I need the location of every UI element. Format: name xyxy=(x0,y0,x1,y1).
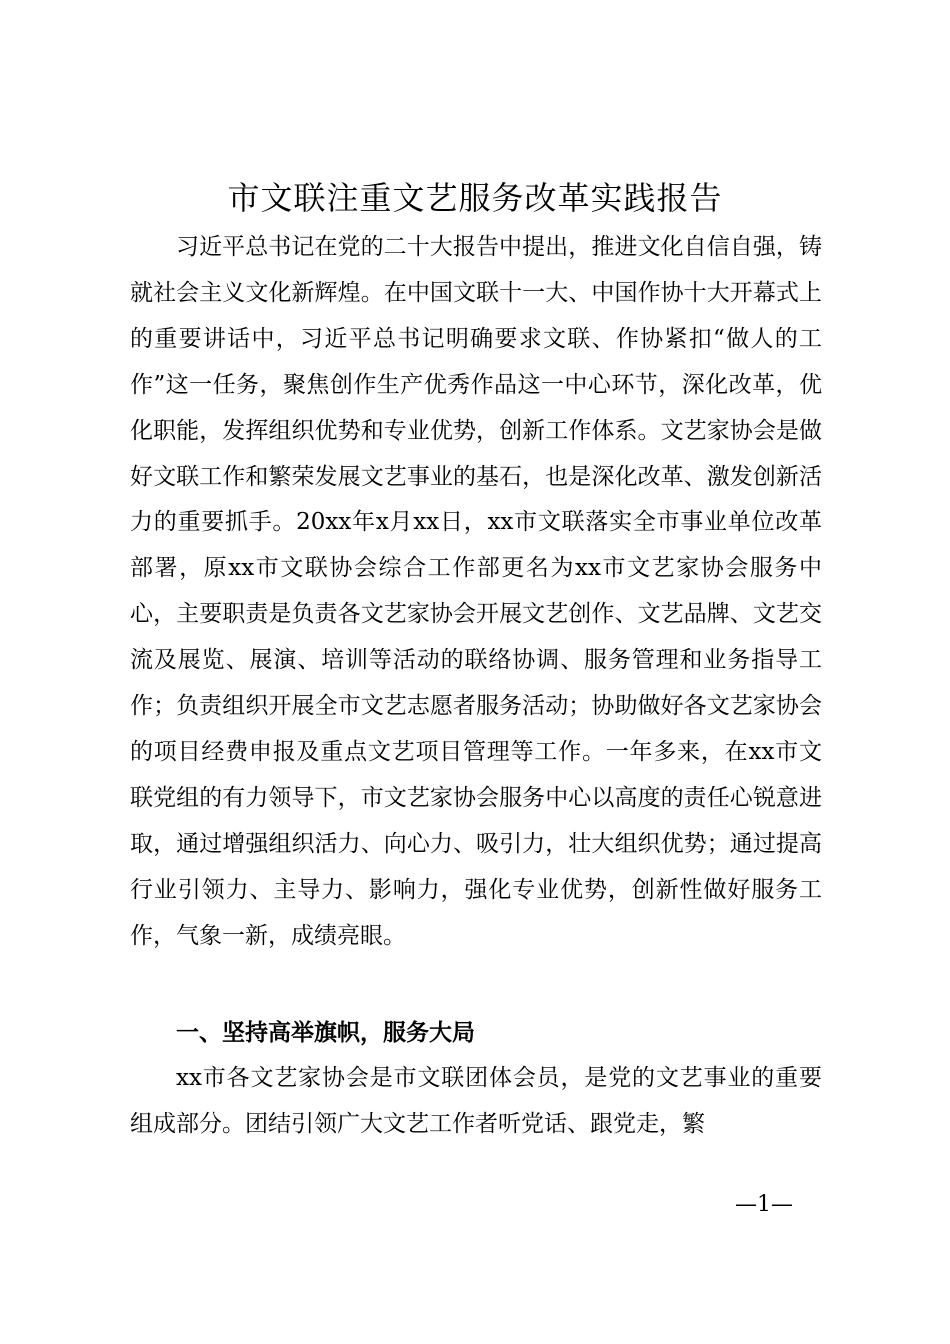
section-paragraph: xx市各文艺家协会是市文联团体会员，是党的文艺事业的重要组成部分。团结引领广大文艺工作者听党话、跟党走，繁 xyxy=(130,1065,822,1137)
intro-paragraph: 习近平总书记在党的二十大报告中提出，推进文化自信自强，铸就社会主义文化新辉煌。在中国文联十一大、中国作协十大开幕式上的重要讲话中，习近平总书记明确要求文联、作协紧扣“做人的工作”这一任务，聚焦创作生产优秀作品这一中心环节，深化改革，优化职能，发挥组织优势和专业优势，创新工作体系。文艺家协会是做好文联工作和繁荣发展文艺事业的基石，也是深化改革、激发创新活力的重要抓手。20xx年x月xx日，xx市文联落实全市事业单位改革部署，原xx市文联协会综合工作部更名为xx市文艺家协会服务中心，主要职责是负责各文艺家协会开展文艺创作、文艺品牌、文艺交流及展览、展演、培训等活动的联络协调、服务管理和业务指导工作；负责组织开展全市文艺志愿者服务活动；协助做好各文艺家协会的项目经费申报及重点文艺项目管理等工作。一年多来，在xx市文联党组的有力领导下，市文艺家协会服务中心以高度的责任心锐意进取，通过增强组织活力、向心力、吸引力，壮大组织优势；通过提高行业引领力、主导力、影响力，强化专业优势，创新性做好服务工作，气象一新，成绩亮眼。 xyxy=(130,234,822,949)
document-title: 市文联注重文艺服务改革实践报告 xyxy=(227,179,723,217)
section-heading: 一、坚持高举旗帜，服务大局 xyxy=(176,1020,475,1046)
page-number: —1— xyxy=(735,1192,793,1217)
